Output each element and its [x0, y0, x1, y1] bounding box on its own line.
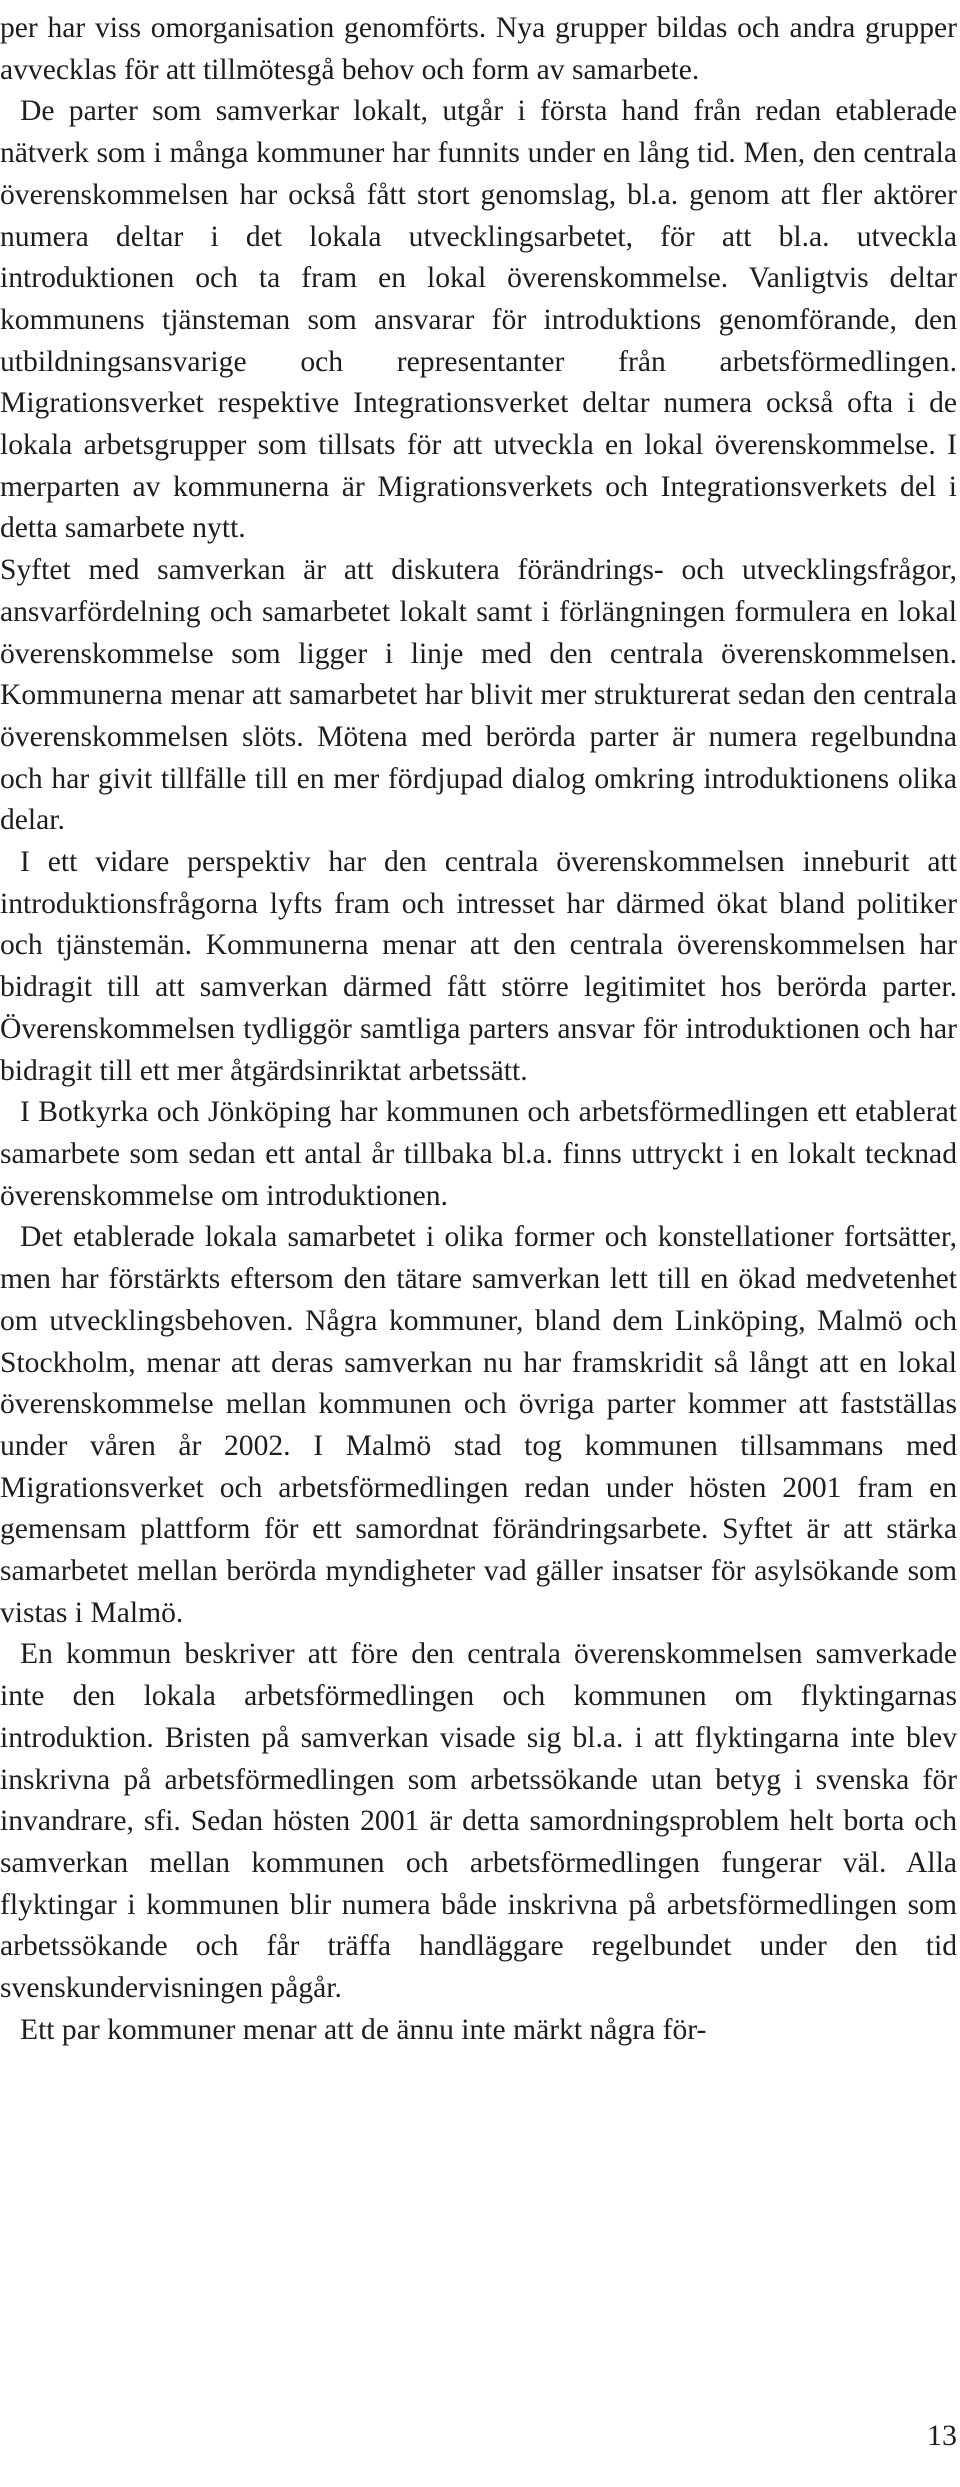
- paragraph-wider-perspective: I ett vidare perspektiv har den centrala överenskommelsen inneburit att introduktionsfrågorna lyfts fram och intresset har därmed ökat bland politiker och tjänstemän. Kommunerna menar att den centrala överenskommelsen har bidragit till att samverkan därmed fått större legitimitet hos berörda parter. Överenskommelsen tydliggör samtliga parters ansvar för introduktionen och har bidragit till ett mer åtgärdsinriktat arbetssätt.: [0, 846, 957, 1087]
- paragraph-established-cooperation: Det etablerade lokala samarbetet i olika former och konstellationer fortsätter, men har förstärkts eftersom den tätare samverkan lett till en ökad medvetenhet om utvecklingsbehoven. Några kommuner, bland dem Linköping, Malmö och Stockholm, menar att deras samverkan nu har framskridit så långt att en lokal överenskommelse mellan kommunen och övriga parter kommer att fastställas under våren år 2002. I Malmö stad tog kommunen tillsammans med Migrationsverket och arbetsförmedlingen redan under hösten 2001 fram en gemensam plattform för ett samordnat förändringsarbete. Syftet är att stärka samarbetet mellan berörda myndigheter vad gäller insatser för asylsökande som vistas i Malmö.: [0, 1221, 957, 1629]
- paragraph-continuation: per har viss omorganisation genomförts. Nya grupper bildas och andra grupper avvecklas för att tillmötesgå behov och form av samarbete.: [0, 12, 957, 86]
- paragraph-final-line: Ett par kommuner menar att de ännu inte märkt några för-: [20, 2013, 707, 2046]
- page-number: 13: [927, 2419, 957, 2452]
- paragraph-one-municipality: En kommun beskriver att före den centrala överenskommelsen samverkade inte den lokala arbetsförmedlingen och kommunen om flyktingarnas introduktion. Bristen på samverkan visade sig bl.a. i att flyktingarna inte blev inskrivna på arbetsförmedlingen som arbetssökande utan betyg i svenska för invandrare, sfi. Sedan hösten 2001 är detta samordningsproblem helt borta och samverkan mellan kommunen och arbetsförmedlingen fungerar väl. Alla flyktingar i kommunen blir numera både inskrivna på arbetsförmedlingen som arbetssökande och får träffa handläggare regelbundet under den tid svenskundervisningen pågår.: [0, 1638, 957, 2005]
- paragraph-botkyrka-jonkoping: I Botkyrka och Jönköping har kommunen och arbetsförmedlingen ett etablerat samarbete som sedan ett antal år tillbaka bl.a. finns uttryckt i en lokalt tecknad överenskommelse om introduktionen.: [0, 1096, 957, 1212]
- paragraph-purpose: Syftet med samverkan är att diskutera förändrings- och utvecklingsfrågor, ansvarfördelning och samarbetet lokalt samt i förlängningen formulera en lokal överenskommelse som ligger i linje med den centrala överenskommelsen. Kommunerna menar att samarbetet har blivit mer strukturerat sedan den centrala överenskommelsen slöts. Mötena med berörda parter är numera regelbundna och har givit tillfälle till en mer fördjupad dialog omkring introduktionens olika delar.: [0, 554, 957, 837]
- paragraph-local-parties: De parter som samverkar lokalt, utgår i första hand från redan etablerade nätverk som i många kommuner har funnits under en lång tid. Men, den centrala överenskommelsen har också fått stort genomslag, bl.a. genom att fler aktörer numera deltar i det lokala utvecklingsarbetet, för att bl.a. utveckla introduktionen och ta fram en lokal överenskommelse. Vanligtvis deltar kommunens tjänsteman som ansvarar för introduktions genomförande, den utbildningsansvarige och representanter från arbetsförmedlingen. Migrationsverket respektive Integrationsverket deltar numera också ofta i de lokala arbetsgrupper som tillsats för att utveckla en lokal överenskommelse. I merparten av kommunerna är Migrationsverkets och Integrationsverkets del i detta samarbete nytt.: [0, 95, 957, 545]
